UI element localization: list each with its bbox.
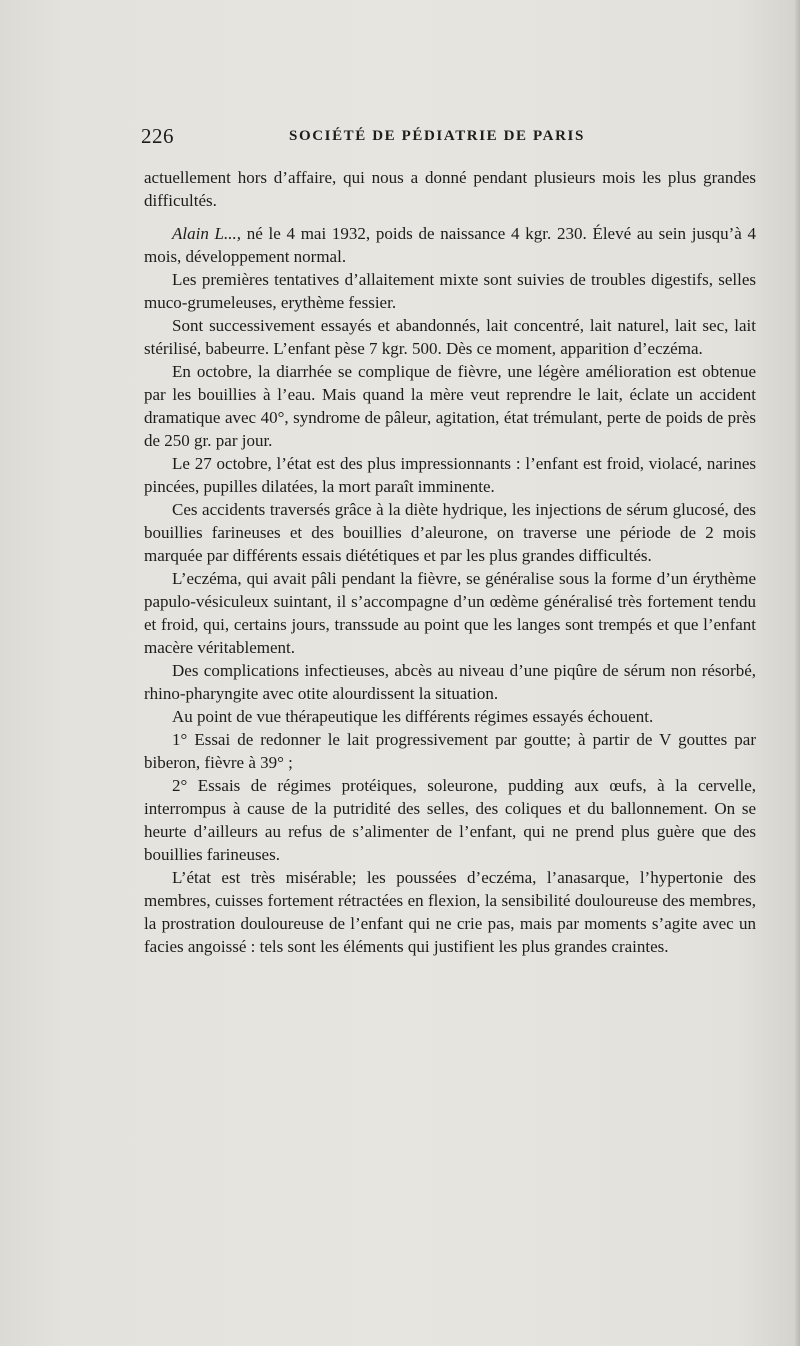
paragraph-4 xyxy=(144,314,756,360)
paragraph-11 xyxy=(144,728,756,774)
paragraph-text: Des complications infectieuses, abcès au niveau d’une piqûre de sérum non résorbé, rhino-pharyngite avec otite alourdissent la situation. xyxy=(144,661,756,703)
paragraph-text: Le 27 octobre, l’état est des plus impressionnants : l’enfant est froid, violacé, narines pincées, pupilles dilatées, la mort paraît imminente. xyxy=(144,454,756,496)
paragraph-5 xyxy=(144,360,756,452)
paragraph-text: né le 4 mai 1932, poids de naissance 4 kgr. 230. Élevé au sein jusqu’à 4 mois, développement normal. xyxy=(144,224,756,266)
page-header xyxy=(141,124,761,154)
case-name: Alain L..., xyxy=(172,224,242,243)
paragraph-text: Sont successivement essayés et abandonnés, lait concentré, lait naturel, lait sec, lait stérilisé, babeurre. L’enfant pèse 7 kgr. 500. Dès ce moment, apparition d’eczéma. xyxy=(144,316,756,358)
paragraph-10 xyxy=(144,705,756,728)
paragraph-3 xyxy=(144,268,756,314)
paragraph-2 xyxy=(144,222,756,268)
paragraph-text: actuellement hors d’affaire, qui nous a donné pendant plusieurs mois les plus grandes difficultés. xyxy=(144,168,756,210)
paragraph-text: 2° Essais de régimes protéiques, soleurone, pudding aux œufs, à la cervelle, interrompus à cause de la putridité des selles, des coliques et du ballonnement. On se heurte d’ailleurs au refus de s’alimenter de l’enfant, qui ne prend plus guère que des bouillies farineuses. xyxy=(144,776,756,864)
paragraph-6 xyxy=(144,452,756,498)
paragraph-text: En octobre, la diarrhée se complique de fièvre, une légère amélioration est obtenue par les bouillies à l’eau. Mais quand la mère veut reprendre le lait, éclate un accident dramatique avec 40°, syndrome de pâleur, agitation, état trémulant, perte de poids de près de 250 gr. par jour. xyxy=(144,362,756,450)
paragraph-text: 1° Essai de redonner le lait progressivement par goutte; à partir de V gouttes par biberon, fièvre à 39° ; xyxy=(144,730,756,772)
running-title: SOCIÉTÉ DE PÉDIATRIE DE PARIS xyxy=(289,128,585,144)
paragraph-1 xyxy=(144,166,756,212)
paragraph-text: Les premières tentatives d’allaitement mixte sont suivies de troubles digestifs, selles muco-grumeleuses, erythème fessier. xyxy=(144,270,756,312)
paragraph-7 xyxy=(144,498,756,567)
paragraph-text: L’eczéma, qui avait pâli pendant la fièvre, se généralise sous la forme d’un érythème papulo-vésiculeux suintant, il s’accompagne d’un œdème généralisé très fortement tendu et froid, qui, certains jours, transsude au point que les langes sont trempés et que l’enfant macère véritablement. xyxy=(144,569,756,657)
paragraph-text: Au point de vue thérapeutique les différents régimes essayés échouent. xyxy=(172,707,654,726)
paragraph-12 xyxy=(144,774,756,866)
paragraph-13 xyxy=(144,866,756,958)
paragraph-text: L’état est très misérable; les poussées d’eczéma, l’anasarque, l’hypertonie des membres, cuisses fortement rétractées en flexion, la sensibilité douloureuse des membres, la prostration douloureuse de l’enfant qui ne crie pas, mais par moments s’agite avec un facies angoissé : tels sont les éléments qui justifient les plus grandes craintes. xyxy=(144,868,756,956)
paragraph-9 xyxy=(144,659,756,705)
paragraph-8 xyxy=(144,567,756,659)
scan-edge-shadow xyxy=(794,0,800,1346)
body-text xyxy=(144,166,756,958)
paragraph-text: Ces accidents traversés grâce à la diète hydrique, les injections de sérum glucosé, des bouillies farineuses et des bouillies d’aleurone, on traverse une période de 2 mois marquée par différents essais diététiques et par les plus grandes difficultés. xyxy=(144,500,756,565)
page-number: 226 xyxy=(141,124,174,148)
